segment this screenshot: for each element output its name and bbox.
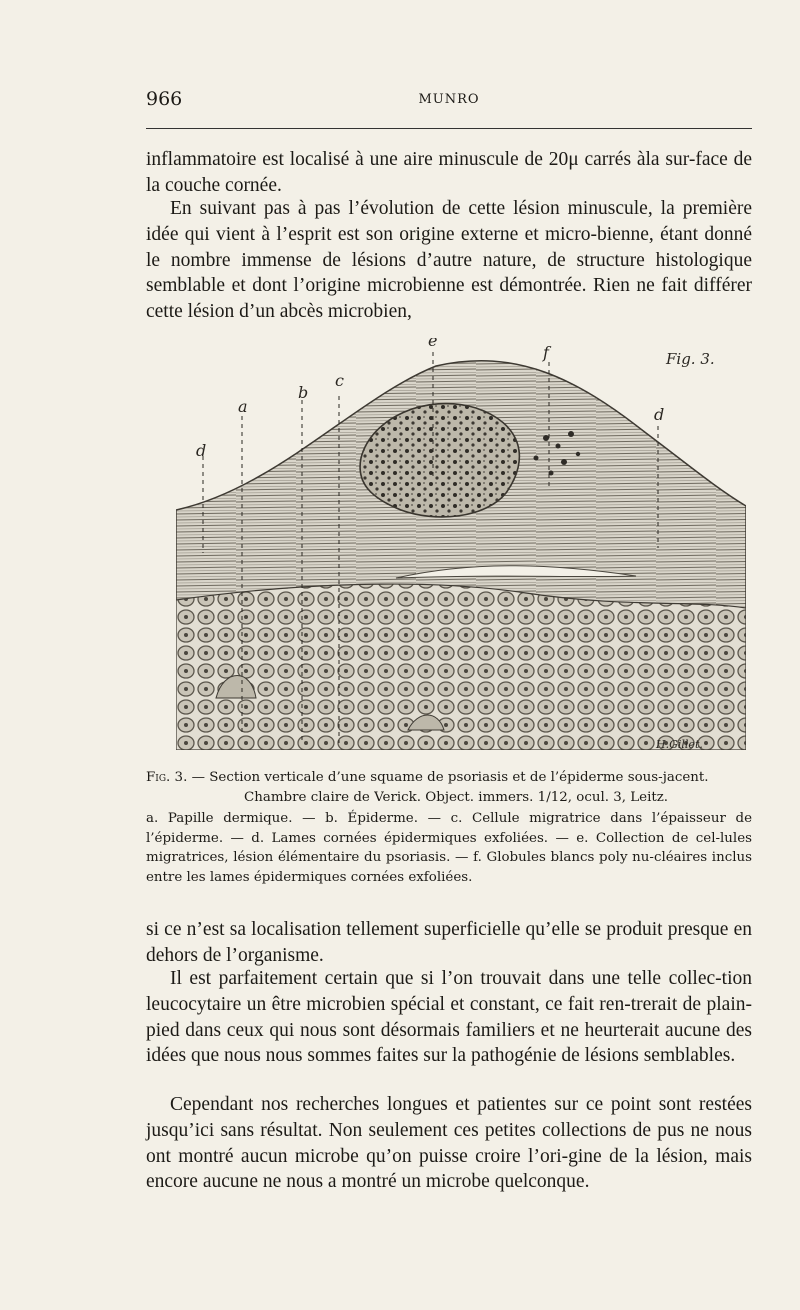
letter-d-right: d (654, 405, 665, 424)
paragraph-3: si ce n’est sa localisation tellement superficielle qu’elle se produit presque en dehors de l’organisme. (146, 919, 752, 966)
figure-illustration (176, 338, 746, 750)
figure-legend: a. Papille dermique. — b. Épiderme. — c. Cellule migratrice dans l’épaisseur de l’épiderme. — d. Lames cornées épidermiques exfoliées. — e. Collection de cel-lules migratrices, lésion élémentaire du psoriasis. — f. Globules blancs poly nu-cléaires inclus entre les lames épidermiques cornées exfoliées. (146, 811, 752, 885)
caption-label: Fig. 3. (146, 770, 188, 785)
caption-line2: Chambre claire de Verick. Object. immers. 1/12, ocul. 3, Leitz. (244, 789, 669, 805)
letter-a: a (238, 397, 248, 416)
paragraph-5: Cependant nos recherches longues et patientes sur ce point sont restées jusqu’ici sans résultat. Non seulement ces petites collections de pus ne nous ont montré aucun microbe qu’on puisse croire l’ori-gine de la lésion, mais encore aucune ne nous a montré un microbe quelconque. (146, 1094, 752, 1193)
paragraph-2: En suivant pas à pas l’évolution de cette lésion minuscule, la première idée qui vient à l’esprit est son origine externe et micro-bienne, étant donné le nombre immense de lésions d’autre nature, de structure histologique semblable et dont l’origine microbienne est démontrée. Rien ne fait différer cette lésion d’un abcès microbien, (146, 198, 752, 323)
caption-line1: — Section verticale d’une squame de psoriasis et de l’épiderme sous-jacent. (187, 770, 709, 785)
paragraph-4: Il est parfaitement certain que si l’on trouvait dans une telle collec-tion leucocytaire un être microbien spécial et constant, ce fait ren-trerait de plain-pied dans ceux qui nous sont désormais familiers et ne heurterait aucune des idées que nous nous sommes faites sur la pathogénie de lésions semblables. (146, 968, 752, 1067)
running-header (146, 88, 752, 118)
paragraph-1: inflammatoire est localisé à une aire minuscule de 20μ carrés àla sur-face de la couche cornée. (146, 149, 752, 196)
epidermis-layer (176, 584, 746, 750)
histology-figure (176, 338, 746, 750)
letter-f: f (543, 343, 549, 362)
letter-c: c (335, 371, 344, 390)
running-title: MUNRO (418, 92, 480, 107)
letter-e: e (428, 338, 438, 350)
page-number: 966 (146, 88, 183, 110)
letter-b: b (298, 383, 309, 402)
letter-d-left: d (196, 441, 207, 460)
figure-tag: Fig. 3. (666, 350, 715, 368)
header-rule (146, 128, 752, 129)
figure-caption (146, 768, 752, 807)
artist-signature: H.Gillet. (656, 738, 703, 750)
